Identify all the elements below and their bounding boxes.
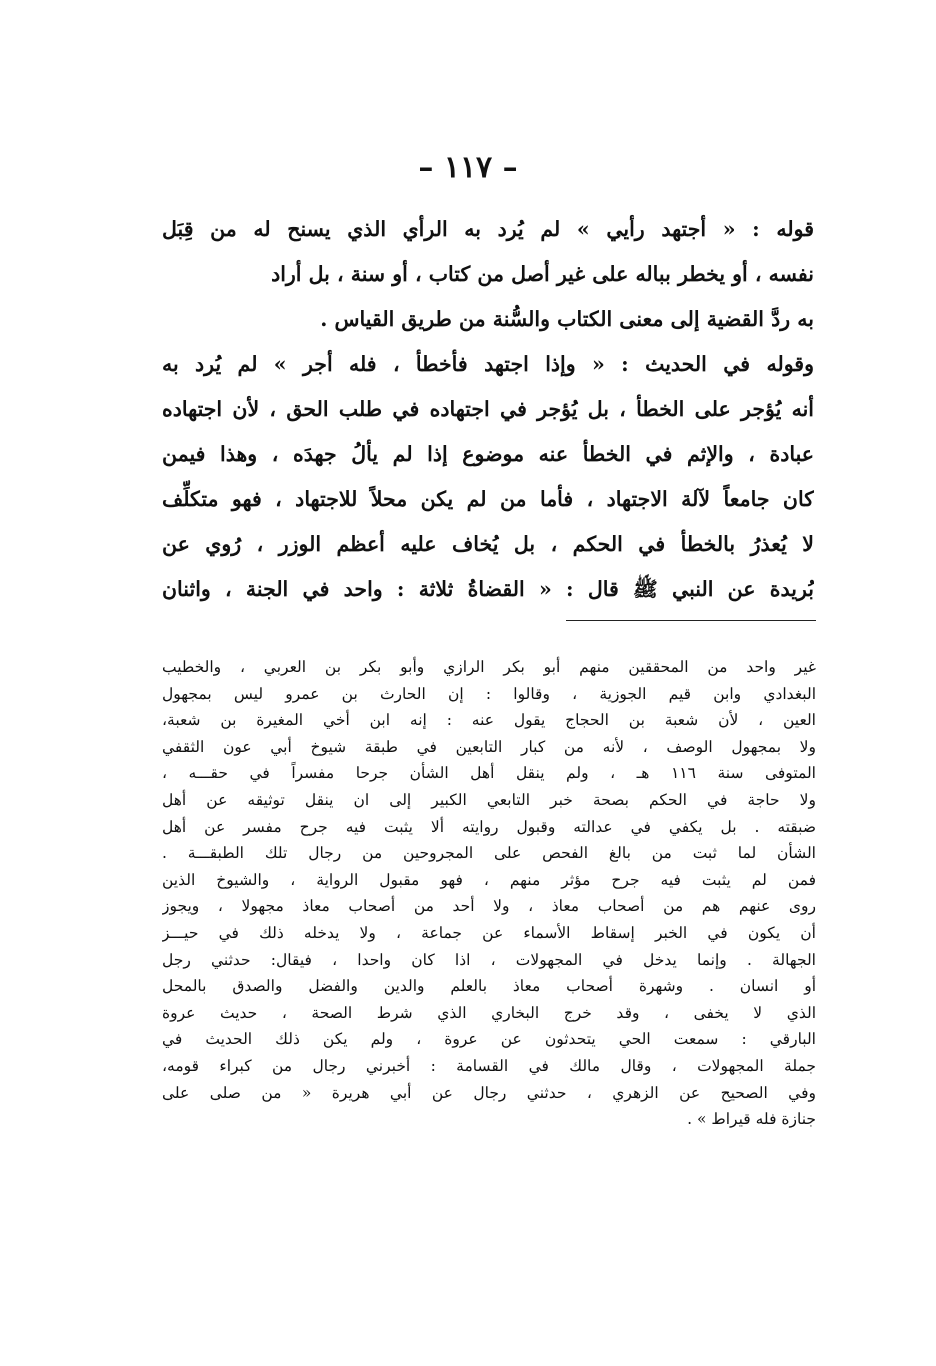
footnote-line: ولا حاجة في الحكم بصحة خبر التابعي الكبير إلى ان ينقل توثيقه عن أهل — [162, 790, 816, 809]
footnote-line: ولا بمجهول الوصف ، لأنه من كبار التابعين في طبقة شيوخ أبي عون الثقفي — [162, 737, 816, 756]
footnote-line: الشأن لما ثبت من بالغ الفحص على المجروحين من رجال تلك الطبقـــة . — [162, 844, 816, 863]
footnote-line: الذي لا يخفى ، وقد خرج البخاري الذي شرط الصحة ، حديث عروة — [162, 1003, 816, 1022]
main-text — [162, 207, 814, 612]
footnote-line: البغدادي وابن قيم الجوزية ، وقالوا : إن الحارث بن عمرو ليس بمجهول — [162, 684, 816, 703]
footnote-line: روى عنهم هم من أصحاب معاذ ، ولا أحد من أصحاب معاذ مجهولا ، ويجوز — [162, 897, 816, 916]
footnote-line: أو انسان . وشهرة أصحاب معاذ بالعلم والدين والفضل والصدق بالمحل — [162, 977, 816, 996]
footnote-line: العين ، لأن شعبة بن الحجاج يقول عنه : إنه ابن أخي المغيرة بن شعبة، — [162, 711, 816, 730]
main-text-line: كان جامعاً لآلة الاجتهاد ، فأما من لم يكن محلاً للاجتهاد ، فهو متكلِّف — [162, 487, 814, 511]
footnote-line: أن يكون في الخبر إسقاط الأسماء عن جماعة ، ولا يدخله ذلك في حيـــز — [162, 923, 816, 942]
footnote-line: ضبقته . بل يكفي في عدالته وقبول روايته ألا يثبت فيه جرح مفسر عن أهل — [162, 817, 816, 836]
footnote-line: فمن لم يثبت فيه جرح مؤثر منهم ، فهو مقبول الرواية ، والشيوخ الذين — [162, 870, 816, 889]
footnote-text — [162, 654, 816, 1133]
main-text-line: وقوله في الحديث : « وإذا اجتهد فأخطأ ، فله أجر » لم يُرد به — [162, 352, 814, 376]
page-number: – ١١٧ – — [418, 150, 518, 185]
footnote-line: الجهالة . وإنما يدخل في المجهولات ، اذا كان واحدا ، فيقال: حدثني رجل — [162, 950, 816, 969]
footnote-line: غير واحد من المحققين منهم أبو بكر الرازي وأبو بكر بن العربي ، والخطيب — [162, 658, 816, 676]
main-text-line: لا يُعذرُ بالخطأ في الحكم ، بل يُخاف عليه أعظم الوزر ، رُوي عن — [162, 532, 814, 556]
main-text-line: أنه يُؤجر على الخطأ ، بل يُؤجر في اجتهاده في طلب الحق ، لأن اجتهاده — [162, 397, 814, 421]
main-text-line: عبادة ، والإثم في الخطأ عنه موضوع إذا لم يألُ جهدَه ، وهذا فيمن — [162, 442, 814, 466]
main-text-line: به ردَّ القضية إلى معنى الكتاب والسُّنة من طريق القياس . — [320, 307, 814, 331]
footnote-separator — [566, 620, 816, 621]
main-text-line: نفسه ، أو يخطر بباله على غير أصل من كتاب ، أو سنة ، بل أراد — [271, 262, 814, 286]
footnote-line: المتوفى سنة ١١٦ هـ ، ولم ينقل أهل الشأن جرحا مفسراً في حقـــه ، — [162, 764, 816, 783]
footnote-line: جملة المجهولات ، وقال مالك في القسامة : أخبرني رجال من كبراء قومه، — [162, 1056, 816, 1075]
footnote-line: وفي الصحيح عن الزهري ، حدثني رجال عن أبي هريرة « من صلى على — [162, 1083, 816, 1102]
footnote-line: جنازة فله قيراط » . — [687, 1110, 816, 1129]
main-text-line: بُريدة عن النبي ﷺ قال : « القضاةُ ثلاثة : واحد في الجنة ، واثنان — [162, 577, 814, 601]
main-text-line: قوله : « أجتهد رأيي » لم يُرد به الرأي الذي يسنح له من قِبَل — [162, 217, 814, 241]
footnote-line: البارقي : سمعت الحي يتحدثون عن عروة ، ولم يكن ذلك الحديث في — [162, 1030, 816, 1049]
